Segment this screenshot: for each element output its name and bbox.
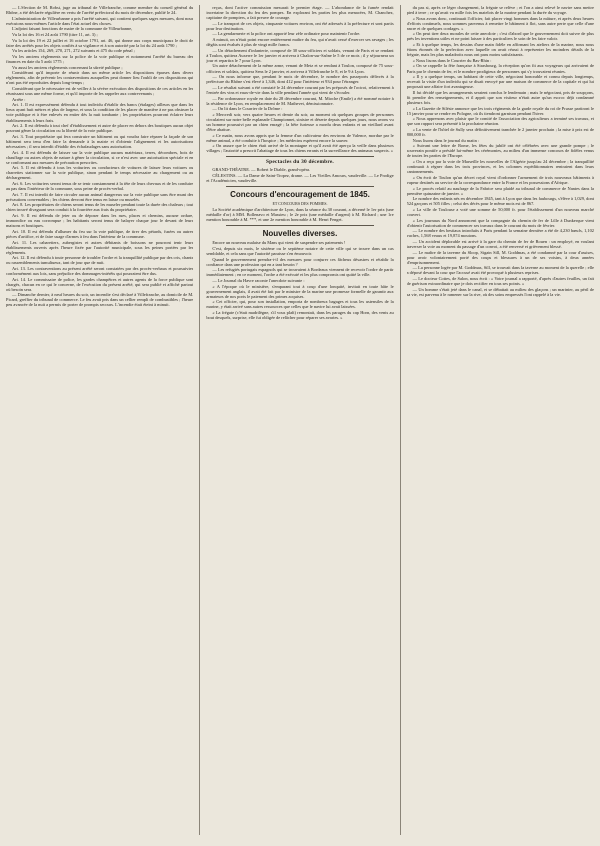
concours-heading: Concours d'encouragement de 1845.: [230, 190, 370, 200]
article-paragraph: « La frégate (c'était madrilègne, s'il vous plaît) remontait, dans les parages du cap Horn, des vents au bout desquels, surprise, elle fut obligée de relâcher pour réparer ses avaries. »: [206, 310, 394, 321]
article-paragraph: du pas si, après ce léger changement, la frégate se relève ; et l'on a ainsi relevé le navire sans mettre pied à terre ; ce qu'avait vu mille fois les matelots de la marine pendant la durée du voyage.: [406, 5, 594, 16]
article-paragraph: « Les journaux du Nord annoncent que la compagnie du chemin de fer de Lille à Dunkerque vient d'obtenir l'autorisation de commencer ses travaux dans le courant du mois de février.: [406, 217, 594, 228]
article-paragraph: — Par ordonnance royale en date du 28 décembre courant, M. Mioche (Emile) a été nommé notaire à la résidence de Lyon, en remplacement de M. Mathevet, démissionnaire.: [206, 95, 394, 106]
article-paragraph: « Ce matin, nous avons appris que la femme d'un cultivateur des environs de Valence, mordue par le même animal, a été conduite à l'hospice ; les médecins espèrent encore la sauver.: [206, 132, 394, 143]
article-paragraph: « Nous lisons dans le Courrier du Bas-Rhin :: [412, 57, 492, 63]
column-2-text: [206, 5, 393, 153]
column-3: [407, 5, 594, 835]
article-paragraph: Art. 5. Il est défendu à tous les voituriers ou conducteurs de voitures de laisser leurs voitures ou charrettes stationner sur la voie publique, sinon pendant le temps nécessaire au chargement ou au déchargement.: [6, 165, 194, 181]
article-paragraph: Art. 6. Les voituriers seront tenus de se tenir constamment à la tête de leurs chevaux et de les conduire au pas dans l'intérieur de la commune, sous peine de procès-verbal.: [6, 181, 194, 192]
article-paragraph: Le nombre des enfants nés en décembre 1845, tant à Lyon que dans les faubourgs, s'élève à 1,029, dont 524 garçons et 505 filles ; celui des décès pour le même mois est de 867.: [406, 196, 594, 207]
article-paragraph: L'administration de Villeurbanne a pris l'arrêté suivant, qui contient quelques sages mesures, dont nous exécutons nous-mêmes l'article dans l'état actuel des choses.: [6, 15, 194, 26]
newspaper-page: [6, 5, 594, 835]
article-paragraph: « La vente de l'hôtel de Sully sera définitivement tranchée le 2 janvier prochain ; la mise à prix est de 800,000 fr.: [406, 127, 594, 138]
column-1: [6, 5, 193, 835]
article-paragraph: — Les refugiés portugais espagnols qui se trouvaient à Bordeaux viennent de recevoir l'ordre de partir immédiatement ; en ce moment, l'ordre a été exécuté et les plus compromis ont quitté la ville.: [206, 267, 394, 278]
article-paragraph: — Le Journal du Havre raconte l'anecdote suivante :: [212, 278, 305, 284]
article-paragraph: Vu les articles 154, 269, 270, 271, 272 suivants et 475 du code pénal ;: [12, 48, 135, 54]
concours-text: [206, 207, 393, 222]
article-paragraph: Art. 7. Il est interdit de faire circuler aucun animal dangereux sur la voie publique sans être muni des précautions convenables ; les chiens devront être tenus en laisse ou muselés.: [6, 191, 194, 202]
article-paragraph: « Mercredi soir, vers quatre heures et demie du soir, au moment où quelques groupes de personnes circulaient sur notre belle esplanade Championnet, sinistre et déserte depuis quelques jours, nous avons vu un homme poursuivi par un chien enragé ; la bête furieuse a mordu deux enfants et un vieillard avant d'être abattue.: [206, 111, 394, 133]
article-paragraph: — On nous informe que, pendant le mois de décembre, le nombre des passeports délivrés à la préfecture du Rhône s'est élevé à 1,346, dont 412 pour l'intérieur et 934 pour l'étranger.: [206, 74, 394, 85]
article-paragraph: « La ville de Toulouse a voté une somme de 50,000 fr. pour l'établissement d'un nouveau marché couvert.: [406, 206, 594, 217]
article-paragraph: Art. 14. Le commissaire de police, les gardes champêtres et autres agents de la force publique sont chargés, chacun en ce qui le concerne, de l'exécution du présent arrêté, qui sera publié et affiché partout où besoin sera.: [6, 276, 194, 292]
article-paragraph: « On assure que le chien était arrivé de la montagne et qu'il avait été aperçu la veille dans plusieurs villages ; l'autorité a prescrit l'abattage de tous les chiens errants et la surveillance des animaux suspects. »: [206, 143, 394, 154]
article-paragraph: Art. 1. Il est expressément défendu à tout individu d'établir des bancs (étalages) ailleurs que dans les lieux ayant huit mètres et plus de largeur, et sous la condition de les placer de manière à ne pas obstruer la voie publique et à être enlevés en entier dès la nuit tombante ; les propriétaires pourront éclairer leurs établissements à leurs frais.: [6, 102, 194, 123]
article-paragraph: Art. 12. Il est défendu à toute personne de troubler l'ordre et la tranquillité publique par des cris, chants ou rassemblements tumultueux, tant de jour que de nuit.: [6, 255, 194, 266]
article-paragraph: — Le nombre des bestiaux introduits à Paris pendant la semaine dernière a été de 4,230 bœufs, 1,102 vaches, 1,568 veaux et 19,874 moutons.: [406, 228, 594, 239]
article-paragraph: — Le résultat suivant a été constaté le 24 décembre courant par les préposés de l'octroi, relativement à l'entrée des vins et eaux-de-vie dans la ville pendant l'année qui vient de s'écouler.: [206, 84, 394, 95]
concours-subheading: ET CONCOURS DES POMMES.: [272, 201, 328, 207]
article-paragraph: A minuit, on n'était point encore entièrement maître du feu, qui n'avait cessé d'exercer ses ravages ; les dégâts sont évalués à plus de vingt mille francs.: [206, 37, 394, 48]
article-paragraph: Vu aussi les anciens règlements concernant la sûreté publique ;: [12, 64, 123, 70]
column-rule: [199, 5, 200, 835]
article-paragraph: Art. 13. Les contraventions au présent arrêté seront constatées par des procès-verbaux et poursuivies conformément aux lois, sans préjudice des dommages-intérêts qui pourraient être dus.: [6, 265, 194, 276]
column-1-text: [6, 5, 193, 308]
article-paragraph: — Le docteur Cottes, de Salon, nous écrit : « Votre journal a rapporté, d'après d'autres feuilles, un fait de guérison extraordinaire que je dois rectifier en tous ses points. »: [406, 276, 594, 287]
nouvelles-heading: Nouvelles diverses.: [262, 229, 338, 239]
article-paragraph: C'est, depuis six mois, le sixième ou le septième notaire de cette ville qui se trouve dans un cas semblable, et cela sans que l'autorité paraisse s'en émouvoir.: [206, 245, 394, 256]
article-paragraph: — La gendarmerie et la police ont apporté leur zèle ordinaire pour maintenir l'ordre.: [212, 31, 361, 37]
article-paragraph: « On a reçu par la voie de Marseille les nouvelles de l'Algérie jusqu'au 24 décembre ; la tranquillité continuait à régner dans les trois provinces, et les colonnes expéditionnaires rentraient dans leurs cantonnements.: [406, 159, 594, 175]
article-paragraph: — Un détachement d'infanterie, composé de 30 sous-officiers et soldats, venant de Paris et se rendant à Toulon, quittera Auxerre le 1er janvier et arrivera à Chalon-sur-Saône le 5 de ce mois ; il y séjournera un jour et repartira le 7 pour Lyon.: [206, 47, 394, 63]
section-divider: [226, 156, 373, 157]
article-paragraph: Nous lisons dans le journal du matin :: [412, 137, 480, 143]
article-paragraph: Vu la loi des 19 et 22 juillet et 16 octobre 1791, art. 46, qui donne aux corps municipaux le droit de faire des arrêtés pour les objets confiés à sa vigilance et à son autorité par la loi du 24 août 1790 ;: [6, 37, 194, 48]
article-paragraph: Art. 4. Il est défendu de laisser sur la voie publique aucuns matériaux, terres, décombres, bois de chauffage ou autres objets de nature à gêner la circulation, si ce n'est avec une autorisation spéciale et en se conformant aux mesures de précaution prescrites.: [6, 149, 194, 165]
article-paragraph: « Suivant une lettre de Rome, les fêtes du jubilé ont été célébrées avec une grande pompe ; le souverain pontife a présidé lui-même les cérémonies, au milieu d'un immense concours de fidèles venus de toutes les parties de l'Europe.: [406, 143, 594, 159]
article-paragraph: « Nous avons donc, continuait l'officier, fait placer vingt hommes dans la mâture, et après deux heures d'efforts continuels, nous sommes parvenus à remettre le bâtiment à flot, sans autre perte que celle d'une ancre et de quelques cordages. »: [406, 15, 594, 31]
article-paragraph: — La personne logée par M. Goddmas, Sill, se trouvait dans la taverne au moment de la querelle ; elle a déposé devant la cour que l'accusé avait été provoqué à plusieurs reprises.: [406, 265, 594, 276]
column-2: [206, 5, 393, 835]
article-paragraph: Art. 2. Il est défendu à tout chef d'établissement et autre de placer en dehors des boutiques aucun objet pouvant gêner la circulation ou la liberté de la voie publique.: [6, 123, 194, 134]
article-paragraph: « Cet officier, qui, pour son installation, emporta de nombreux bagages et tous les ustensiles de la marine, y était arrivé sans autres ressources que celles que le navire lui avait laissées.: [206, 299, 394, 310]
article-paragraph: Art. 8. Les propriétaires de chiens seront tenus de les museler pendant toute la durée des chaleurs ; tout chien trouvé divaguant sera conduit à la fourrière aux frais du propriétaire.: [6, 202, 194, 213]
article-paragraph: — Le maître de la taverne du Sloop, Sigain Sill, M. Goddmas, a été condamné par la cour d'assises, pour avoir volontairement porté des coups et blessures à un de ses voisins, à deux années d'emprisonnement.: [406, 249, 594, 265]
article-paragraph: — Dimanche dernier, à neuf heures du soir, un incendie s'est déclaré à Villefranche, au domicile de M. Picard, greffier du tribunal de commerce. Le feu avait pris dans un cellier rempli de combustibles ; l'heure peu avancée de la nuit a permis de porter de prompts secours. L'incendie était éteint à minuit.: [6, 292, 194, 308]
article-paragraph: Quand le gouvernement prendra-t-il des mesures pour conjurer ces fâcheux désastres et rétablir la confiance dans une profession qui en a tant besoin ?: [206, 256, 394, 267]
article-paragraph: « Nous apprenons avec plaisir que le comité de l'association des agriculteurs a terminé ses travaux, et que son rapport sera présenté à la prochaine réunion.: [406, 116, 594, 127]
article-paragraph: GRAND-THÉATRE. — Robert le Diable, grand-opéra.: [212, 167, 311, 173]
article-paragraph: « La Gazette de Silésie annonce que les trois régiments de la garde royale du roi de Prusse partiront le 15 janvier pour se rendre en Pologne, où ils tiendront garnison pendant l'hiver.: [406, 105, 594, 116]
article-paragraph: Vu la loi des 16 et 24 août 1790 (titre 11, art. 3) ;: [12, 32, 98, 38]
section-divider: [226, 186, 373, 187]
article-paragraph: « Le procès relatif au naufrage de la Fabrice sera plaidé au tribunal de commerce de Nantes dans la première quinzaine de janvier. »: [406, 185, 594, 196]
spectacles-list: [206, 167, 393, 183]
article-paragraph: reçus, dont l'active commission mesurait le premier étage. — L'abondance de la fumée rendait incertaine la direction du feu des pompes. En explorant les parties les plus menacées, M. Chanchez, capitaine de pompiers, a fait preuve de courage.: [206, 5, 394, 21]
article-paragraph: Art. 3. Tout propriétaire qui fera construire un bâtiment ou qui voudra faire réparer la façade de son bâtiment sera tenu d'en faire la demande à la mairie et d'obtenir l'alignement et les autorisations nécessaires ; il sera interdit d'établir des échafaudages sans autorisation.: [6, 133, 194, 149]
article-paragraph: Encore un nouveau malaise du Mans qui vient de suspendre ses paiements !: [212, 240, 346, 246]
article-paragraph: — Le transport de ces objets, cinquante voitures environ, ont été adressés à la préfecture et sont partis pour leur destination.: [206, 20, 394, 31]
article-paragraph: — Un homme s'était jeté dans le canal, et se débattait au milieu des glaçons ; un marinier, au péril de sa vie, est parvenu à le ramener sur la rive, où des soins empressés l'ont rappelé à la vie.: [406, 286, 594, 297]
article-paragraph: L'adjoint faisant fonctions de maire de la commune de Villeurbanne,: [12, 26, 133, 32]
article-paragraph: Considérant qu'il importe de réunir dans un même article les dispositions éparses dans divers règlements, afin de prévenir les contraventions auxquelles peut donner lieu l'oubli de ces dispositions qui n'ont pas été reproduites depuis long-temps ;: [6, 70, 194, 86]
article-paragraph: Art. 9. Il est défendu de jeter ou de déposer dans les rues, places et chemins, aucune ordure, immondice ou eau corrompue ; les habitants seront tenus de balayer chaque jour le devant de leurs maisons et boutiques.: [6, 213, 194, 229]
article-paragraph: Il fut décidé que les arrangements seraient conclus le lendemain ; mais le négociant, pris de soupçons, fit prendre des renseignements, et il apprit que son visiteur n'était autre qu'un escroc déjà condamné plusieurs fois.: [406, 89, 594, 105]
article-paragraph: « Il y a quelque temps, un habitant de cette ville, négociant honorable et connu depuis longtemps, recevait la visite d'un individu qui se disait envoyé par une maison de commerce de la capitale et qui lui proposait une affaire fort avantageuse.: [406, 74, 594, 90]
article-paragraph: — Un accident déplorable est arrivé à la gare du chemin de fer de Rouen : un employé, en voulant traverser la voie au moment du passage d'un convoi, a été renversé et grièvement blessé.: [406, 238, 594, 249]
article-paragraph: — On lit dans le Courrier de la Drôme :: [212, 106, 283, 112]
article-paragraph: Considérant que le nécessaire est de veiller à la sévère exécution des dispositions de ces articles en les réunissant sous une même forme, et qu'il importe de les rappeler aux contrevenants ;: [6, 86, 194, 97]
article-paragraph: « On peut tirer deux morales de cette anecdote ; c'est d'abord que le gouvernement doit suivre de plus près les inventions utiles et ne point laisser à des particuliers le soin de les faire valoir.: [406, 31, 594, 42]
article-paragraph: Art. 10. Il est défendu d'allumer du feu sur la voie publique, de tirer des pétards, fusées ou autres pièces d'artifice, et de faire usage d'armes à feu dans l'intérieur de la commune.: [6, 228, 194, 239]
column-rule: [400, 5, 401, 835]
article-paragraph: Art. 11. Les cabaretiers, aubergistes et autres débitants de boissons ne pourront tenir leurs établissements ouverts après l'heure fixée par l'autorité municipale, sous les peines portées par les règlements.: [6, 239, 194, 255]
spectacles-heading: Spectacles du 30 décembre.: [265, 159, 334, 166]
article-paragraph: « Et à quelque temps, les dessins d'une main fidèle en affirmant les ateliers de la marine, nous nous étions étonnés de la perfection avec laquelle on avait réussi à représenter les moindres détails de la frégate, mais les plus maladroits nous ont paru moins satisfaisants.: [406, 42, 594, 58]
article-paragraph: Arrête :: [12, 96, 26, 102]
article-paragraph: « On se rappelle la fête française à Strasbourg, la réception qu'on fit aux voyageurs qui arrivaient de Paris par le chemin de fer, et le nombre prodigieux de personnes qui s'y trouvaient réunies.: [406, 63, 594, 74]
article-paragraph: Un autre détachement de la même arme, venant de Metz et se rendant à Toulon, composé de 75 sous-officiers et soldats, quittera Sens le 2 janvier, et arrivera à Villefranche le 8, et le 9 à Lyon.: [206, 63, 394, 74]
article-paragraph: CÉLESTINS. — La Dame de Saint-Tropez, drame. — Les Vieilles Amours, vaudeville. — Le Prodige et l'Académicien, vaudeville.: [206, 173, 394, 184]
section-divider: [226, 225, 373, 226]
column-3-text: [407, 5, 594, 297]
nouvelles-text: [206, 240, 393, 320]
article-paragraph: « A l'époque où le ministère, s'emparant tout à coup d'une lonquité, invitait en toute hâte le gouvernement anglais, il avait été fait par le ministre de la marine une promesse formelle de garantir aux armateurs de nos ports le paiement des primes acquises.: [206, 283, 394, 299]
article-paragraph: « On écrit de Toulon qu'un décret royal vient d'ordonner l'armement de trois nouveaux bâtiments à vapeur destinés au service de la correspondance entre la France et les possessions d'Afrique.: [406, 174, 594, 185]
article-paragraph: Vu les anciens règlements sur la police de la voie publique et notamment l'arrêté du bureau des finances en date du 5 août 1775 ;: [6, 53, 194, 65]
article-paragraph: La Société académique d'architecture de Lyon, dans la séance du 30 courant, a décerné le 1er prix (une médaille d'or) à MM. Bollenavo et Massieu ; le 2e prix (une médaille d'argent) à M. Richard ; une 1re mention honorable à M. ***, et une 2e mention honorable à M. Henri Fenget.: [206, 207, 394, 223]
article-paragraph: — L'élection de M. Robst, juge au tribunal de Villefranche, comme membre du conseil général du Rhône, a été déclarée régulière en vertu de l'arrêté préfectoral du mois de décembre, publié le 24.: [6, 5, 194, 16]
